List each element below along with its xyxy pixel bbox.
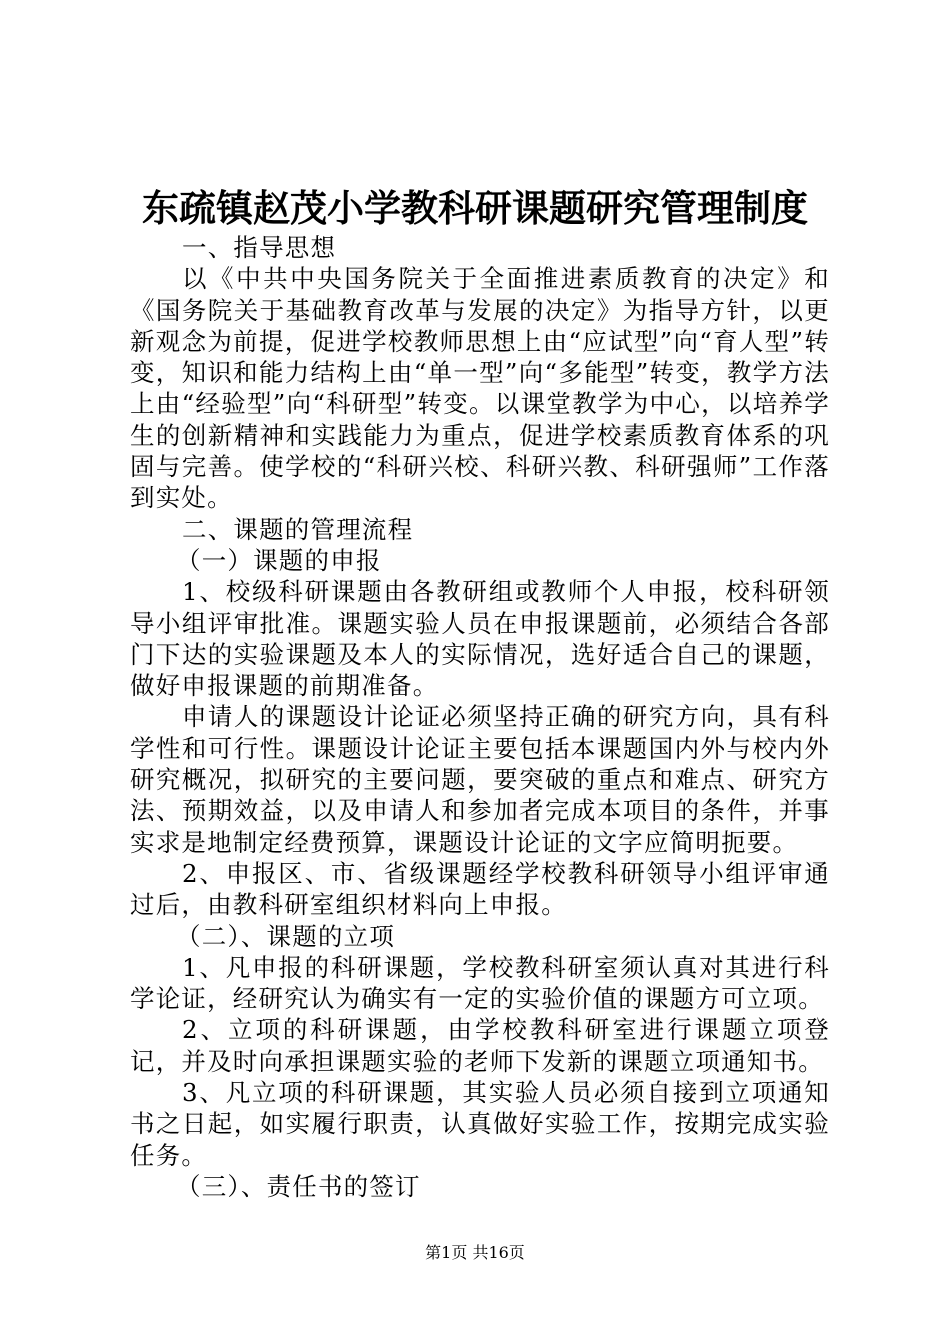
body-paragraph: 1、校级科研课题由各教研组或教师个人申报，校科研领导小组评审批准。课题实验人员在申报课题前，必须结合各部门下达的实验课题及本人的实际情况，选好适合自己的课题，做好申报课题的前期准备。 (130, 577, 830, 701)
body-paragraph: 申请人的课题设计论证必须坚持正确的研究方向，具有科学性和可行性。课题设计论证主要包括本课题国内外与校内外研究概况，拟研究的主要问题，要突破的重点和难点、研究方法、预期效益，以及申请人和参加者完成本项目的条件，并事实求是地制定经费预算，课题设计论证的文字应简明扼要。 (130, 702, 830, 857)
document-title: 东疏镇赵茂小学教科研课题研究管理制度 (142, 186, 808, 230)
body-paragraph: 1、凡申报的科研课题，学校教科研室须认真对其进行科学论证，经研究认为确实有一定的实验价值的课题方可立项。 (130, 952, 830, 1014)
document-body (130, 232, 830, 1202)
subsection-heading: （一）课题的申报 (176, 545, 382, 575)
subsection-heading: （三）、责任书的签订 (176, 1171, 421, 1201)
body-paragraph: 以《中共中央国务院关于全面推进素质教育的决定》和《国务院关于基础教育改革与发展的决定》为指导方针，以更新观念为前提，促进学校教师思想上由“应试型”向“育人型”转变，知识和能力结构上由“单一型”向“多能型”转变，教学方法上由“经验型”向“科研型”转变。以课堂教学为中心，以培养学生的创新精神和实践能力为重点，促进学校素质教育体系的巩固与完善。使学校的“科研兴校、科研兴教、科研强师”工作落到实处。 (130, 264, 830, 513)
subsection-heading: （二）、课题的立项 (176, 921, 396, 951)
section-heading: 一、指导思想 (182, 233, 337, 262)
body-paragraph: 2、立项的科研课题，由学校教科研室进行课题立项登记，并及时向承担课题实验的老师下发新的课题立项通知书。 (130, 1015, 830, 1076)
body-paragraph: 3、凡立项的科研课题，其实验人员必须自接到立项通知书之日起，如实履行职责，认真做好实验工作，按期完成实验任务。 (130, 1078, 830, 1170)
page-number: 第1页 共16页 (425, 1243, 525, 1262)
body-paragraph: 2、申报区、市、省级课题经学校教科研领导小组评审通过后，由教科研室组织材料向上申报。 (130, 858, 830, 920)
section-heading: 二、课题的管理流程 (182, 514, 414, 544)
